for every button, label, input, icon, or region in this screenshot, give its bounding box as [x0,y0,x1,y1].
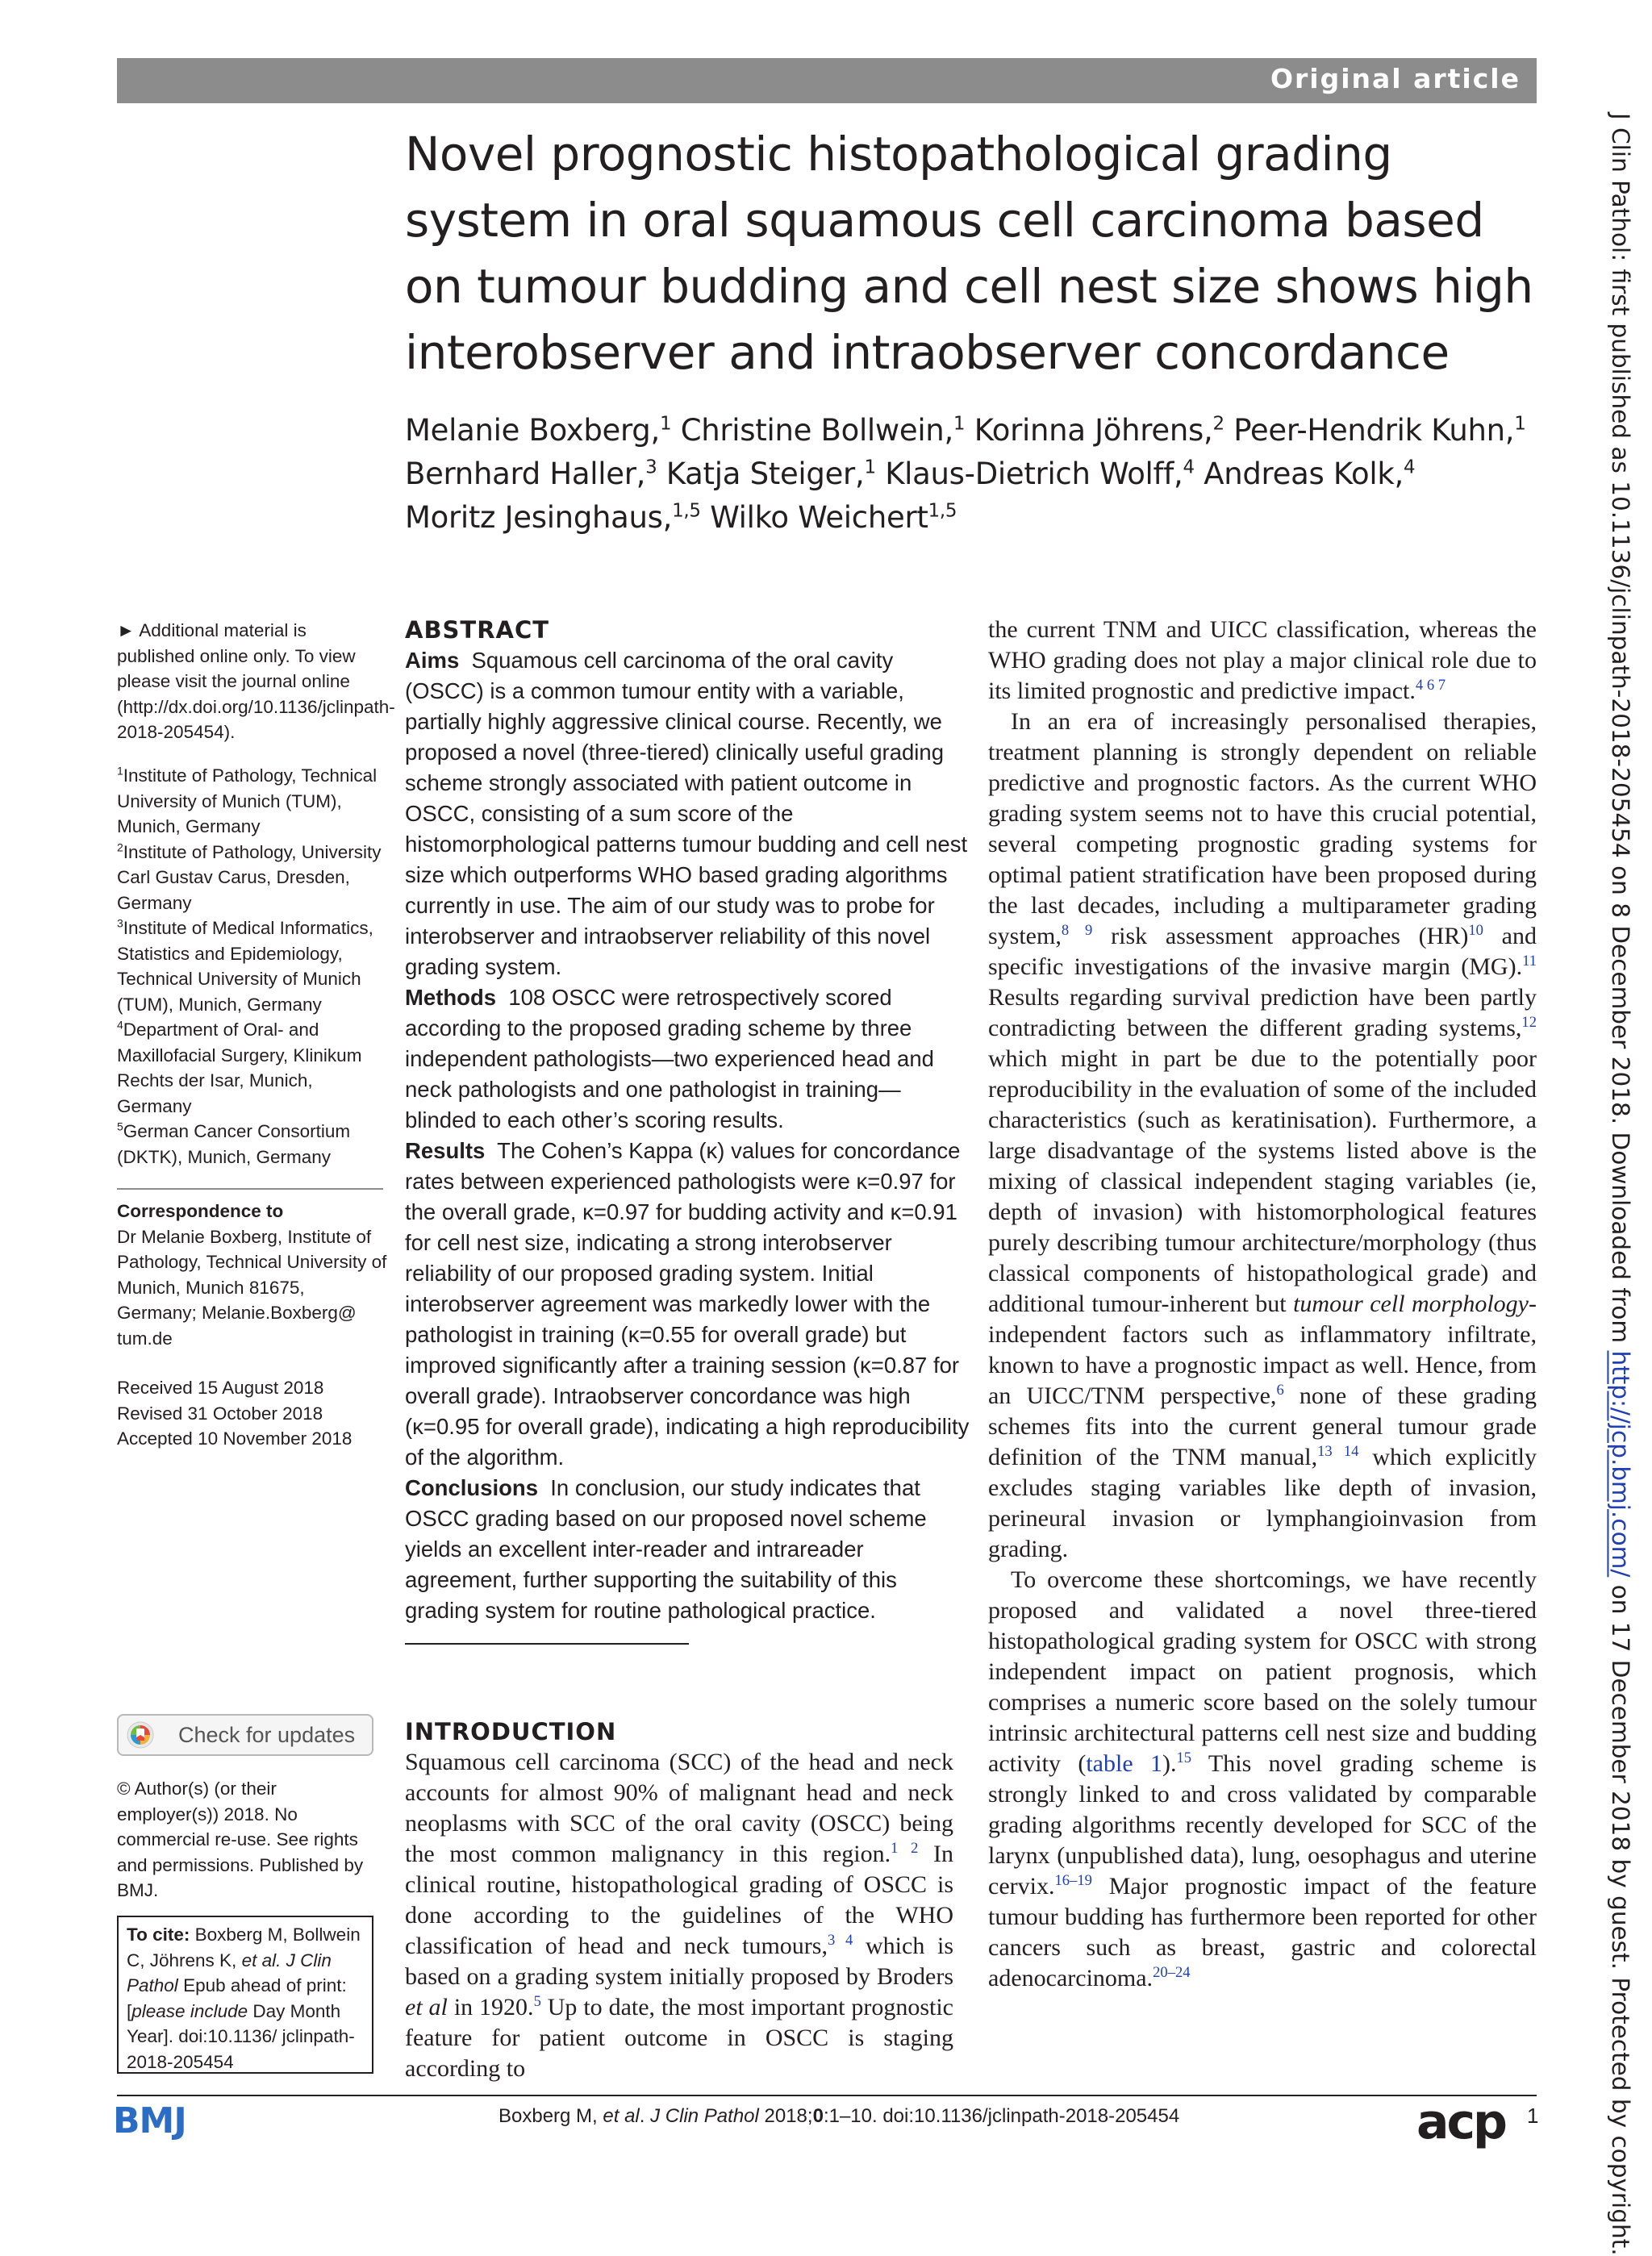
abstract-heading: ABSTRACT [405,616,550,644]
journal-site-link[interactable]: http://jcp.bmj.com/ [1607,1350,1634,1578]
author: Korinna Jöhrens,$^2$ [974,413,1224,448]
abstract-aims: Aims Squamous cell carcinoma of the oral cavity (OSCC) is a common tumour entity with a variable, partially highly aggressive clinical course. Recently, we proposed a novel (three-tiered) clinically useful grading scheme strongly associated with patient outcome in OSCC, consisting of a sum score of the histomorphological patterns tumour budding and cell nest size which outperforms WHO based grading algorithms currently in use. The aim of our study was to probe for interobserver and intraobserver reliability of this novel grading system. [405,648,968,979]
affiliation: $^1$Institute of Pathology, Technical University of Munich (TUM), Munich, Germany [117,764,378,836]
reference-link[interactable]: 10 [1468,922,1483,939]
footer-citation: Boxberg M, et al. J Clin Pathol 2018;0:1–10. doi:10.1136/jclinpath-2018-205454 [499,2105,1180,2127]
reference-link[interactable]: 15 [1176,1749,1192,1766]
affiliations [117,763,387,1170]
author: Christine Bollwein,$^1$ [680,413,966,448]
introduction-text: Squamous cell carcinoma (SCC) of the head and neck accounts for almost 90% of malignant head and neck neoplasms with SCC of the oral cavity (OSCC) being the most common malignancy in this region.$^{1 2}$ In clinical routine, histopathological grading of OSCC is done according to the guidelines of the WHO classification of head and neck tumours,$^{3 4}$ which is based on a grading system initially proposed by Broders et al in 1920.$^5$ Up to date, the most important prognostic feature for patient outcome in OSCC is staging according to [405,1749,953,2082]
author: Katja Steiger,$^1$ [665,457,876,491]
reference-link[interactable]: 4 6 7 [1415,677,1446,694]
body-text-right-column [988,615,1537,1994]
author: Melanie Boxberg,$^1$ [405,413,672,448]
reference-link[interactable]: 11 [1522,953,1537,970]
affiliation: $^2$Institute of Pathology, University Carl Gustav Carus, Dresden, Germany [117,840,382,913]
reference-link[interactable]: 5 [533,1993,541,2010]
citation-box: To cite: Boxberg M, Bollwein C, Jöhrens K, et al. J Clin Pathol Epub ahead of print: [please include Day Month Year]. doi:10.1136/ jclinpath-2018-205454 [117,1916,373,2074]
sidebar-divider [117,1188,383,1190]
bmj-logo: BMJ [113,2100,186,2141]
correspondence-heading: Correspondence to [117,1201,284,1221]
paragraph: To overcome these shortcomings, we have recently proposed and validated a novel three-tiered histopathological grading system for OSCC with strong independent impact on patient prognosis, which comprises a numeric score based on the solely tumour intrinsic architectural patterns cell nest size and budding activity (table 1).$^{15}$ This novel grading scheme is strongly linked to and cross validated by comparable grading algorithms recently developed for SCC of the larynx (unpublished data), lung, oesophagus and uterine cervix.$^{16-19}$ Major prognostic impact of the feature tumour budding has furthermore been reported for other cancers such as breast, gastric and colorectal adenocarcinoma.$^{20-24}$ [988,1566,1537,1991]
affiliation: $^5$German Cancer Consortium (DKTK), Munich, Germany [117,1120,351,1167]
introduction-heading: INTRODUCTION [405,1718,617,1745]
abstract [405,615,970,1626]
author: Peer-Hendrik Kuhn,$^1$ [1233,413,1526,448]
author-list [405,409,1534,540]
author: Moritz Jesinghaus,$^{1,5}$ [405,500,701,535]
article-type-bar [117,58,1537,103]
correspondence-text: Dr Melanie Boxberg, Institute of Pathology, Technical University of Munich, Munich 81675, Germany; Melanie.Boxberg@ tum.de [117,1226,387,1349]
copyright-notice: © Author(s) (or their employer(s)) 2018. No commercial re-use. See rights and permissions. Published by BMJ. [117,1779,364,1900]
author: Klaus-Dietrich Wolff,$^4$ [885,457,1195,491]
acp-logo: acp [1416,2094,1506,2150]
paragraph: In an era of increasingly personalised therapies, treatment planning is strongly dependent on reliable predictive and prognostic factors. As the current WHO grading system seems not to have this crucial potential, several competing prognostic grading systems for optimal patient stratification have been proposed during the last decades, including a multiparameter grading system,$^{8 9}$ risk assessment approaches (HR)$^{10}$ and specific investigations of the invasive margin (MG).$^{11}$ Results regarding survival prediction have been partly contradicting between the different grading systems,$^{12}$ which might in part be due to the potentially poor reproducibility in the evaluation of some of the included characteristics (such as keratinisation). Furthermore, a large disadvantage of the systems listed above is the mixing of classical independent staging variables (ie, depth of invasion) with histomorphological features purely describing tumour architecture/morphology (thus classical components of histopathological grade) and additional tumour-inherent but tumour cell morphology-independent factors such as inflammatory infiltrate, known to have a prognostic impact as well. Hence, from an UICC/TNM perspective,$^6$ none of these grading schemes fits into the current general tumour grade definition of the TNM manual,$^{13 14}$ which explicitly excludes staging variables like depth of invasion, perineural invasion or lymphangioinvasion from grading. [988,708,1537,1562]
page-number: 1 [1527,2104,1539,2128]
reference-link[interactable]: 12 [1521,1014,1537,1031]
affiliation: $^4$Department of Oral- and Maxillofacial Surgery, Klinikum Rechts der Isar, Munich, Germany [117,1018,362,1116]
check-updates-icon [127,1721,154,1749]
cite-heading: To cite: [127,1924,190,1945]
author: Bernhard Haller,$^3$ [405,457,657,491]
revised-date: Revised 31 October 2018 [117,1403,323,1424]
abstract-divider [405,1643,689,1645]
abstract-conclusions: Conclusions In conclusion, our study indicates that OSCC grading based on our proposed novel scheme yields an excellent inter-reader and intrareader agreement, further supporting the suitability of this grading system for routine pathological practice. [405,1475,927,1623]
reference-link[interactable]: 3 4 [827,1932,853,1949]
table-1-link[interactable]: table 1 [1086,1750,1162,1777]
author: Wilko Weichert$^{1,5}$ [710,500,957,535]
article-type-label: Original article [1270,63,1521,94]
check-for-updates-button[interactable] [117,1714,373,1756]
correspondence [117,1199,387,1351]
author: Andreas Kolk,$^4$ [1204,457,1416,491]
abstract-methods: Methods 108 OSCC were retrospectively scored according to the proposed grading scheme by three independent pathologists—two experienced head and neck pathologists and one pathologist in training—blinded to each other’s scoring results. [405,985,934,1132]
footer-divider [117,2095,1537,2096]
supplementary-note: ► Additional material is published online only. To view please visit the journal online (http://dx.doi.org/10.1136/jclinpath-2018-205454). [117,620,395,742]
received-date: Received 15 August 2018 [117,1378,324,1398]
reference-link[interactable]: 13 14 [1317,1443,1359,1460]
reference-link[interactable]: 1 2 [891,1840,919,1857]
download-notice-vertical: J Clin Pathol: first published as 10.1136/jclinpath-2018-205454 on 8 December 2018. Downloaded from http://jcp.bmj.com/ on 17 December 2018 by guest. Protected by copyright. [1607,113,1634,2256]
reference-link[interactable]: 16–19 [1054,1872,1092,1889]
check-for-updates-label: Check for updates [178,1723,356,1747]
reference-link[interactable]: 6 [1276,1382,1284,1399]
paragraph: the current TNM and UICC classification, whereas the WHO grading does not play a major clinical role due to its limited prognostic and predictive impact.$^{4 6 7}$ [988,616,1537,704]
abstract-results: Results The Cohen’s Kappa (κ) values for concordance rates between experienced pathologists were κ=0.97 for the overall grade, κ=0.97 for budding activity and κ=0.91 for cell nest size, indicating a strong interobserver reliability of our proposed grading system. Initial interobserver agreement was markedly lower with the pathologist in training (κ=0.55 for overall grade) but improved significantly after a training session (κ=0.87 for overall grade). Intraobserver concordance was high (κ=0.95 for overall grade), indicating a high reproducibility of the algorithm. [405,1138,970,1470]
reference-link[interactable]: 20–24 [1153,1964,1191,1981]
article-title: Novel prognostic histopathological grading system in oral squamous cell carcinoma based on tumour budding and cell nest size shows high interobserver and intraobserver concordance [405,127,1533,380]
affiliation: $^3$Institute of Medical Informatics, Statistics and Epidemiology, Technical University of Munich (TUM), Munich, Germany [117,916,373,1015]
accepted-date: Accepted 10 November 2018 [117,1428,353,1449]
reference-link[interactable]: 8 9 [1061,922,1093,939]
article-dates [117,1375,387,1452]
